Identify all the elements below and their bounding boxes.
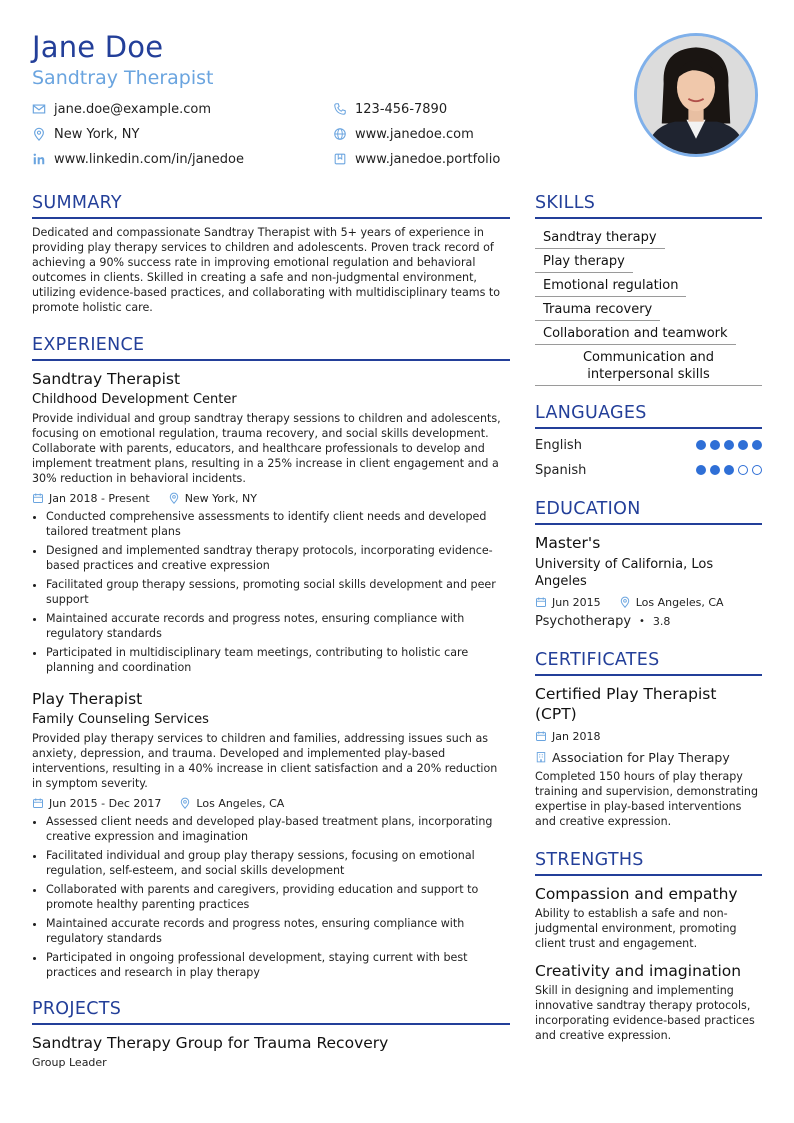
contact-linkedin[interactable] — [32, 150, 244, 168]
language-name: English — [535, 437, 582, 453]
contact-email[interactable] — [32, 100, 211, 118]
language-row — [535, 435, 762, 455]
skill-item: Communication and interpersonal skills — [535, 347, 762, 386]
globe-icon — [333, 127, 347, 141]
proficiency-dot-filled — [696, 440, 706, 450]
candidate-title: Sandtray Therapist — [32, 67, 214, 89]
linkedin-text: www.linkedin.com/in/janedoe — [54, 151, 244, 167]
proficiency-dot-empty — [738, 465, 748, 475]
list-item: • Conducted comprehensive assessments to identify client needs and developed tailored treatment plans — [46, 509, 510, 539]
list-item: • Facilitated individual and group play therapy sessions, focusing on emotional regulation, self-esteem, and social skills development — [46, 848, 510, 878]
separator-dot: • — [639, 616, 645, 627]
contact-location — [32, 125, 139, 143]
job-company: Family Counseling Services — [32, 712, 209, 727]
skills-heading: SKILLS — [535, 192, 762, 219]
job-location: Los Angeles, CA — [196, 796, 285, 810]
certificates-heading: CERTIFICATES — [535, 649, 762, 676]
proficiency-dot-filled — [710, 440, 720, 450]
skill-item: Emotional regulation — [535, 275, 686, 297]
certificate-issuer: Association for Play Therapy — [552, 749, 730, 765]
education-meta — [535, 593, 762, 611]
proficiency-dots — [692, 440, 762, 450]
job-entry — [32, 689, 510, 980]
list-item: • Designed and implemented sandtray therapy protocols, incorporating evidence-based practices and creative expression — [46, 543, 510, 573]
linkedin-icon — [32, 152, 46, 166]
skill-item: Trauma recovery — [535, 299, 660, 321]
calendar-icon — [32, 797, 44, 809]
job-bullets — [32, 814, 510, 980]
job-location: New York, NY — [184, 491, 257, 505]
left-column — [32, 192, 510, 1069]
contact-website[interactable] — [333, 125, 474, 143]
education-field-row — [535, 614, 762, 629]
phone-text: 123-456-7890 — [355, 101, 448, 117]
summary-heading: SUMMARY — [32, 192, 510, 219]
skill-item: Play therapy — [535, 251, 633, 273]
job-dates: Jan 2018 - Present — [49, 491, 150, 505]
languages-heading: LANGUAGES — [535, 402, 762, 429]
contact-portfolio[interactable] — [333, 150, 500, 168]
proficiency-dot-filled — [752, 440, 762, 450]
job-meta — [32, 489, 510, 507]
mail-icon — [32, 102, 46, 116]
list-item: • Collaborated with parents and caregivers, providing education and support to promote healthy parenting practices — [46, 882, 510, 912]
person-photo-icon — [637, 36, 755, 154]
list-item: • Participated in multidisciplinary team meetings, contributing to holistic care planning and coordination — [46, 645, 510, 675]
list-item: • Assessed client needs and developed play-based treatment plans, incorporating creative expression and imagination — [46, 814, 510, 844]
job-company: Childhood Development Center — [32, 392, 237, 407]
job-description: Provided play therapy services to children and families, addressing issues such as anxiety, depression, and trauma. Developed and implemented play-based interventions, resulting in a 40% increase in client satisfaction and a 20% reduction in symptom severity. — [32, 732, 498, 790]
skill-item: Sandtray therapy — [535, 227, 665, 249]
job-dates: Jun 2015 - Dec 2017 — [49, 796, 162, 810]
candidate-name: Jane Doe — [32, 30, 164, 64]
strength-description: Ability to establish a safe and non-judgmental environment, promoting client trust and engagement. — [535, 907, 737, 950]
right-column — [535, 192, 762, 1043]
job-entry — [32, 369, 510, 675]
email-text: jane.doe@example.com — [54, 101, 212, 117]
education-location: Los Angeles, CA — [635, 595, 724, 609]
proficiency-dot-filled — [710, 465, 720, 475]
portfolio-icon — [333, 152, 347, 166]
building-icon — [535, 751, 547, 763]
education-heading: EDUCATION — [535, 498, 762, 525]
language-row — [535, 460, 762, 480]
calendar-icon — [535, 596, 547, 608]
website-text: www.janedoe.com — [355, 126, 474, 142]
job-title: Play Therapist — [32, 690, 143, 708]
list-item: • Maintained accurate records and progress notes, ensuring compliance with regulatory standards — [46, 916, 510, 946]
job-title: Sandtray Therapist — [32, 370, 181, 388]
projects-heading: PROJECTS — [32, 998, 510, 1025]
list-item: • Facilitated group therapy sessions, promoting social skills development and peer support — [46, 577, 510, 607]
certificate-date-row — [535, 727, 762, 745]
location-pin-icon — [32, 127, 46, 141]
calendar-icon — [32, 492, 44, 504]
strength-description: Skill in designing and implementing innovative sandtray therapy protocols, incorporating evidence-based practices and creative expression. — [535, 984, 755, 1042]
proficiency-dot-empty — [752, 465, 762, 475]
summary-text: Dedicated and compassionate Sandtray Therapist with 5+ years of experience in providing play therapy services to children and adolescents. Proven track record of achieving a 90% success rate in improving emotional regulation and behavioral outcomes in clients. Skilled in creating a safe and non-judgmental environment, utilizing evidence-based practices, and collaborating with multidisciplinary teams to promote holistic care. — [32, 226, 501, 314]
location-pin-icon — [168, 492, 180, 504]
language-name: Spanish — [535, 462, 587, 478]
certificate-description: Completed 150 hours of play therapy training and supervision, demonstrating expertise in play-based interventions and creative expression. — [535, 770, 759, 828]
school-name: University of California, Los Angeles — [535, 557, 714, 589]
contact-phone[interactable] — [333, 100, 447, 118]
certificate-date: Jan 2018 — [552, 729, 601, 743]
education-gpa: 3.8 — [652, 615, 671, 628]
list-item: • Participated in ongoing professional development, staying current with best practices and research in play therapy — [46, 950, 510, 980]
calendar-icon — [535, 730, 547, 742]
job-description: Provide individual and group sandtray therapy sessions to children and adolescents, focusing on emotional regulation, trauma recovery, and social skills development. Collaborate with parents, educators, and healthcare professionals to develop and implement treatment plans, resulting in a 25% increase in client engagement and a 30% reduction in behavioral incidents. — [32, 412, 501, 485]
location-pin-icon — [179, 797, 191, 809]
skills-list — [535, 227, 762, 386]
skill-item: Collaboration and teamwork — [535, 323, 736, 345]
location-pin-icon — [619, 596, 631, 608]
certificate-title: Certified Play Therapist (CPT) — [535, 685, 717, 723]
portfolio-text: www.janedoe.portfolio — [355, 151, 501, 167]
education-date: Jun 2015 — [552, 595, 601, 609]
location-text: New York, NY — [54, 126, 140, 142]
strength-title: Creativity and imagination — [535, 962, 742, 980]
project-title: Sandtray Therapy Group for Trauma Recovery — [32, 1034, 389, 1052]
proficiency-dot-filled — [724, 465, 734, 475]
proficiency-dot-filled — [696, 465, 706, 475]
strength-title: Compassion and empathy — [535, 885, 738, 903]
proficiency-dot-filled — [724, 440, 734, 450]
degree-title: Master's — [535, 534, 601, 552]
proficiency-dot-filled — [738, 440, 748, 450]
profile-photo — [634, 33, 758, 157]
certificate-issuer-row — [535, 748, 762, 766]
job-meta — [32, 794, 510, 812]
strengths-heading: STRENGTHS — [535, 849, 762, 876]
phone-icon — [333, 102, 347, 116]
project-role: Group Leader — [32, 1056, 107, 1069]
education-field: Psychotherapy — [535, 614, 632, 629]
proficiency-dots — [692, 465, 762, 475]
experience-heading: EXPERIENCE — [32, 334, 510, 361]
job-bullets — [32, 509, 510, 675]
list-item: • Maintained accurate records and progress notes, ensuring compliance with regulatory standards — [46, 611, 510, 641]
